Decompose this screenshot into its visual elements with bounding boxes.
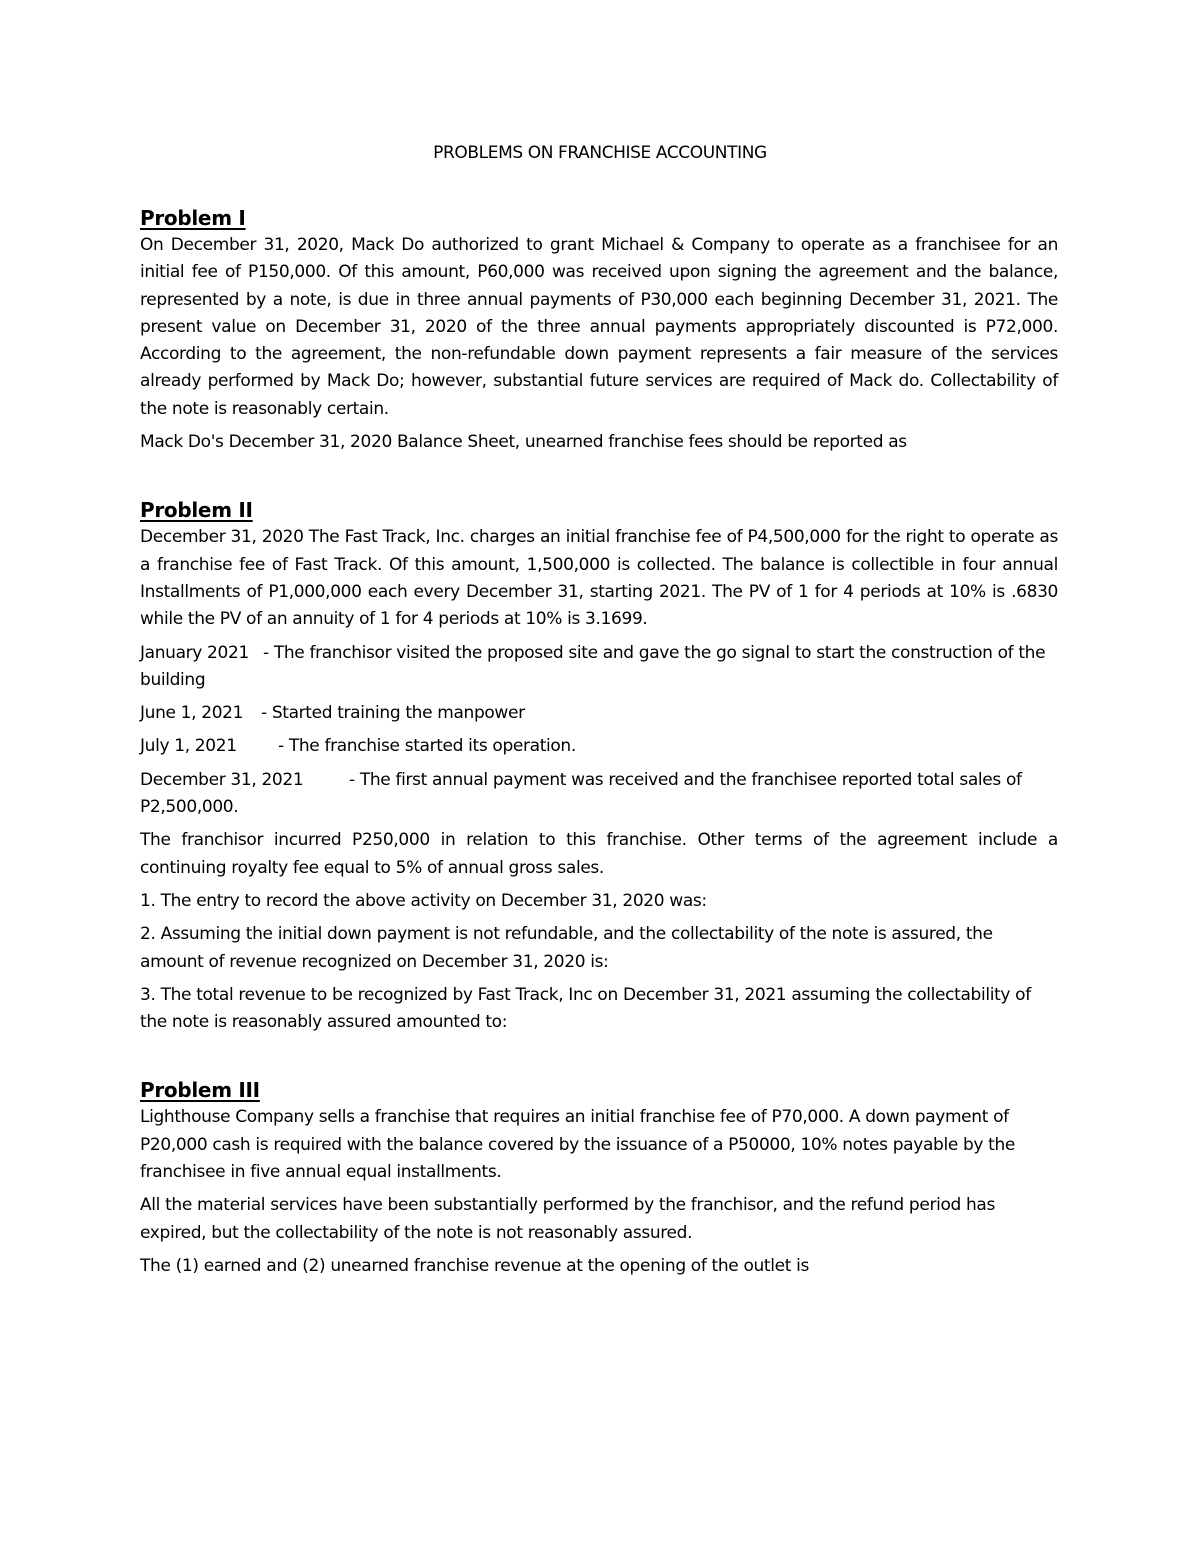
document-title: PROBLEMS ON FRANCHISE ACCOUNTING xyxy=(433,143,767,163)
event-description: - The first annual payment was received and the franchisee reported total sales of P2,500,000. xyxy=(140,769,1022,818)
timeline-event xyxy=(140,700,1058,727)
problem-2-heading: Problem II xyxy=(140,498,253,523)
timeline-event xyxy=(140,733,1058,760)
problem-3-section xyxy=(140,1076,1058,1280)
problem-2-paragraph: The franchisor incurred P250,000 in relation to this franchise. Other terms of the agreement include a continuing royalty fee equal to 5% of annual gross sales. xyxy=(140,830,1058,878)
problem-3-question: The (1) earned and (2) unearned franchise revenue at the opening of the outlet is xyxy=(140,1255,809,1276)
event-date: December 31, 2021 xyxy=(140,769,304,790)
problem-3-paragraph: Lighthouse Company sells a franchise that requires an initial franchise fee of P70,000. A down payment of P20,000 cash is required with the balance covered by the issuance of a P50000, 10% notes payable by the franchisee in five annual equal installments. xyxy=(140,1107,1016,1183)
event-date: July 1, 2021 xyxy=(140,736,237,757)
document-body xyxy=(140,204,1058,1320)
problem-1-question: Mack Do's December 31, 2020 Balance Sheet, unearned franchise fees should be reported as xyxy=(140,432,907,453)
timeline-event xyxy=(140,640,1058,695)
event-date: June 1, 2021 xyxy=(140,703,244,724)
problem-2-section xyxy=(140,496,1058,1036)
problem-2-question-2: 2. Assuming the initial down payment is not refundable, and the collectability of the note is assured, the amount of revenue recognized on December 31, 2020 is: xyxy=(140,924,993,972)
problem-1-heading: Problem I xyxy=(140,206,246,230)
problem-2-question-1: 1. The entry to record the above activity on December 31, 2020 was: xyxy=(140,890,707,911)
problem-3-paragraph: All the material services have been substantially performed by the franchisor, and the refund period has expired, but the collectability of the note is not reasonably assured. xyxy=(140,1195,996,1243)
problem-2-question-3: 3. The total revenue to be recognized by Fast Track, Inc on December 31, 2021 assuming the collectability of the note is reasonably assured amounted to: xyxy=(140,984,1031,1033)
problem-3-heading: Problem III xyxy=(140,1078,260,1103)
event-description: - The franchisor visited the proposed site and gave the go signal to start the construction of the building xyxy=(140,642,1046,690)
problem-2-paragraph: December 31, 2020 The Fast Track, Inc. charges an initial franchise fee of P4,500,000 for the right to operate as a franchise fee of Fast Track. Of this amount, 1,500,000 is collected. The balance is collectible in four annual Installments of P1,000,000 each every December 31, starting 2021. The PV of 1 for 4 periods at 10% is .6830 while the PV of an annuity of 1 for 4 periods at 10% is 3.1699. xyxy=(140,527,1058,630)
event-description: - Started training the manpower xyxy=(261,703,525,724)
problem-1-section xyxy=(140,204,1058,456)
timeline-event xyxy=(140,767,1058,822)
problem-1-paragraph: On December 31, 2020, Mack Do authorized to grant Michael & Company to operate as a franchisee for an initial fee of P150,000. Of this amount, P60,000 was received upon signing the agreement and the balance, represented by a note, is due in three annual payments of P30,000 each beginning December 31, 2021. The present value on December 31, 2020 of the three annual payments appropriately discounted is P72,000. According to the agreement, the non-refundable down payment represents a fair measure of the services already performed by Mack Do; however, substantial future services are required of Mack do. Collectability of the note is reasonably certain. xyxy=(140,235,1058,419)
event-description: - The franchise started its operation. xyxy=(278,736,576,757)
event-date: January 2021 xyxy=(140,642,249,663)
